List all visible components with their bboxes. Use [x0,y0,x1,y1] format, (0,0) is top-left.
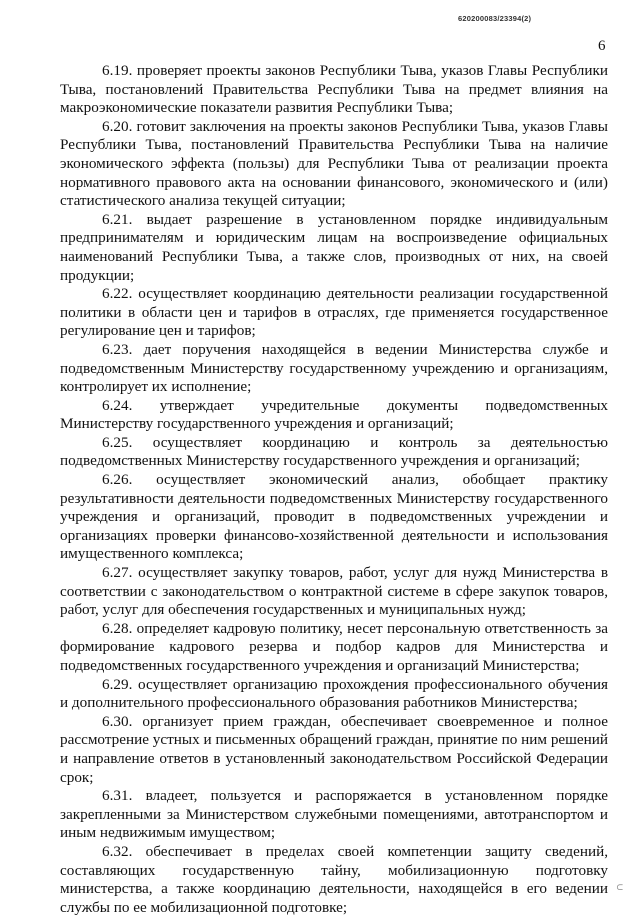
paragraph-6-31: 6.31. владеет, пользуется и распоряжается в установленном порядке закрепленными за Министерством служебными помещениями, автотранспортом и иным недвижимым имуществом; [60,787,608,842]
paragraph-6-27: 6.27. осуществляет закупку товаров, работ, услуг для нужд Министерства в соответствии с законодательством о контрактной системе в сфере закупок товаров, работ, услуг для обеспечения государственных и муниципальных нужд; [60,564,608,619]
paragraph-6-19: 6.19. проверяет проекты законов Республики Тыва, указов Главы Республики Тыва, постановлений Правительства Республики Тыва на предмет влияния на макроэкономические показатели развития Республики Тыва; [60,62,608,117]
paragraph-6-22: 6.22. осуществляет координацию деятельности реализации государственной политики в области цен и тарифов в отраслях, где применяется государственное регулирование цен и тарифов; [60,285,608,340]
paragraph-6-26: 6.26. осуществляет экономический анализ, обобщает практику результативности деятельности подведомственных Министерству государственного учреждения и организаций, проводит в подведомственных учреждении и организациях проверки финансово-хозяйственной деятельности и использования имущественного комплекса; [60,471,608,563]
paragraph-6-29: 6.29. осуществляет организацию прохождения профессионального обучения и дополнительного профессионального образования работников Министерства; [60,675,608,712]
paragraph-6-25: 6.25. осуществляет координацию и контроль за деятельностью подведомственных Министерству государственного учреждения и организаций; [60,433,608,470]
scan-mark-icon: ⊂ [616,882,624,892]
paragraph-6-23: 6.23. дает поручения находящейся в ведении Министерства службе и подведомственным Министерству государственному учреждению и организациям, контролирует их исполнение; [60,340,608,396]
paragraph-6-30: 6.30. организует прием граждан, обеспечивает своевременное и полное рассмотрение устных и письменных обращений граждан, принятие по ним решений и направление ответов в установленный законодательством Российской Федерации срок; [60,712,608,786]
paragraph-6-24: 6.24. утверждает учредительные документы подведомственных Министерству государственного учреждения и организаций; [60,396,608,433]
paragraph-6-21: 6.21. выдает разрешение в установленном порядке индивидуальным предпринимателям и юридическим лицам на воспроизведение официальных наименований Республики Тыва, а также слов, производных от них, на своей продукции; [60,210,608,284]
document-id: 620200083/23394(2) [458,14,532,23]
paragraph-6-28: 6.28. определяет кадровую политику, несет персональную ответственность за формирование кадрового резерва и подбор кадров для Министерства и подведомственных государственного учреждения и организаций Министерства; [60,619,608,674]
paragraph-6-20: 6.20. готовит заключения на проекты законов Республики Тыва, указов Главы Республики Тыва, постановлений Правительства Республики Тыва на наличие экономического эффекта (пользы) для Республики Тыва от реализации проекта нормативного правового акта на основании финансового, экономического и (или) статистического анализа текущей ситуации; [60,117,608,210]
page-number: 6 [598,38,606,54]
document-body [60,62,608,917]
paragraph-6-32: 6.32. обеспечивает в пределах своей компетенции защиту сведений, составляющих государственную тайну, мобилизационную подготовку министерства, а также координацию деятельности, находящейся в его ведении службы по ее мобилизационной подготовке; [60,842,608,916]
